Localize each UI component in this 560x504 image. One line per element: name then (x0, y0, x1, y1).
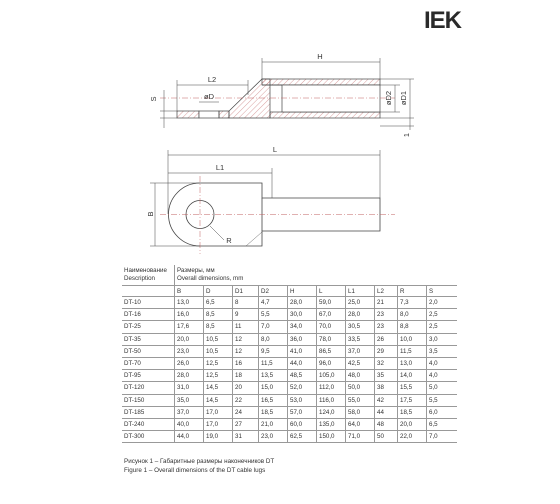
column-header-blank (122, 286, 175, 297)
table-cell: 6,5 (204, 297, 233, 309)
column-header: D2 (259, 286, 288, 297)
table-cell: 7,3 (398, 297, 427, 309)
table-cell: 40,0 (175, 418, 204, 430)
column-header: D1 (233, 286, 259, 297)
column-header: B (175, 286, 204, 297)
table-cell: 67,0 (317, 309, 346, 321)
table-cell: 2,0 (427, 297, 458, 309)
table-cell: 28,0 (346, 309, 375, 321)
table-cell: 13,0 (175, 297, 204, 309)
row-name-cell: DT-95 (122, 370, 175, 382)
table-cell: 41,0 (288, 345, 317, 357)
table-cell: 31,0 (175, 382, 204, 394)
table-cell: 59,0 (317, 297, 346, 309)
table-cell: 16,0 (175, 309, 204, 321)
table-cell: 4,0 (427, 357, 458, 369)
table-cell: 42 (375, 394, 398, 406)
table-cell: 14,5 (204, 394, 233, 406)
table-cell: 13,0 (398, 357, 427, 369)
table-cell: 6,0 (427, 406, 458, 418)
table-cell: 27 (233, 418, 259, 430)
table-row (122, 357, 457, 369)
table-cell: 25,0 (346, 297, 375, 309)
header-dims-en: Overall dimensions, mm (177, 275, 244, 282)
table-cell: 5,5 (427, 394, 458, 406)
table-cell: 64,0 (346, 418, 375, 430)
table-cell: 23 (375, 321, 398, 333)
table-cell: 71,0 (346, 431, 375, 443)
table-cell: 31 (233, 431, 259, 443)
table-cell: 12 (233, 345, 259, 357)
table-row (122, 394, 457, 406)
table-cell: 11,5 (259, 357, 288, 369)
header-name-en: Description (124, 275, 155, 282)
table-cell: 21 (375, 297, 398, 309)
row-name-cell: DT-70 (122, 357, 175, 369)
table-cell: 48 (375, 418, 398, 430)
table-cell: 14,5 (204, 382, 233, 394)
table-cell: 20 (233, 382, 259, 394)
table-cell: 21,0 (259, 418, 288, 430)
table-row (122, 370, 457, 382)
table-cell: 11 (233, 321, 259, 333)
table-cell: 37,0 (346, 345, 375, 357)
row-name-cell: DT-10 (122, 297, 175, 309)
table-row (122, 382, 457, 394)
column-header: L (317, 286, 346, 297)
table-cell: 55,0 (346, 394, 375, 406)
table-cell: 20,0 (398, 418, 427, 430)
table-cell: 8,0 (259, 333, 288, 345)
table-cell: 22,0 (398, 431, 427, 443)
table-cell: 112,0 (317, 382, 346, 394)
table-cell: 22 (233, 394, 259, 406)
table-cell: 17,6 (175, 321, 204, 333)
table-cell: 23 (375, 309, 398, 321)
dim-label-od: øD (204, 92, 214, 101)
table-cell: 52,0 (288, 382, 317, 394)
table-row (122, 297, 457, 309)
table-cell: 44 (375, 406, 398, 418)
table-cell: 124,0 (317, 406, 346, 418)
table-cell: 78,0 (317, 333, 346, 345)
table-cell: 17,0 (204, 406, 233, 418)
table-cell: 16,5 (259, 394, 288, 406)
table-cell: 36,0 (288, 333, 317, 345)
table-cell: 34,0 (288, 321, 317, 333)
dim-label-b: B (146, 211, 155, 217)
table-cell: 48,0 (346, 370, 375, 382)
table-cell: 23,0 (259, 431, 288, 443)
row-name-cell: DT-240 (122, 418, 175, 430)
header-dims-cell (175, 265, 458, 286)
table-cell: 44,0 (175, 431, 204, 443)
table-cell: 135,0 (317, 418, 346, 430)
table-cell: 29 (375, 345, 398, 357)
table-cell: 11,5 (398, 345, 427, 357)
table-cell: 30,5 (346, 321, 375, 333)
row-name-cell: DT-185 (122, 406, 175, 418)
table-cell: 37,0 (175, 406, 204, 418)
row-name-cell: DT-300 (122, 431, 175, 443)
table-cell: 2,5 (427, 321, 458, 333)
table-cell: 4,7 (259, 297, 288, 309)
table-cell: 17,5 (398, 394, 427, 406)
column-header: L1 (346, 286, 375, 297)
table-cell: 105,0 (317, 370, 346, 382)
table-cell: 50 (375, 431, 398, 443)
table-cell: 86,5 (317, 345, 346, 357)
table-row (122, 321, 457, 333)
table-cell: 5,5 (259, 309, 288, 321)
dim-label-l: L (272, 145, 278, 154)
table-cell: 116,0 (317, 394, 346, 406)
table-cell: 9,5 (259, 345, 288, 357)
table-row (122, 309, 457, 321)
table-cell: 8,0 (398, 309, 427, 321)
table-cell: 38 (375, 382, 398, 394)
caption-en: Figure 1 – Overall dimensions of the DT cable lugs (124, 467, 266, 474)
table-cell: 26 (375, 333, 398, 345)
table-cell: 26,0 (175, 357, 204, 369)
dim-label-1: 1 (402, 132, 411, 138)
table-cell: 19,0 (204, 431, 233, 443)
row-name-cell: DT-25 (122, 321, 175, 333)
table-cell: 150,0 (317, 431, 346, 443)
table-cell: 62,5 (288, 431, 317, 443)
table-cell: 18,5 (259, 406, 288, 418)
table-cell: 32 (375, 357, 398, 369)
column-header: D (204, 286, 233, 297)
table-cell: 7,0 (427, 431, 458, 443)
table-row (122, 333, 457, 345)
top-view (160, 176, 395, 254)
table-cell: 2,5 (427, 309, 458, 321)
table-cell: 28,0 (175, 370, 204, 382)
table-row (122, 418, 457, 430)
dim-label-h: H (317, 52, 323, 61)
table-cell: 8,8 (398, 321, 427, 333)
table-cell: 50,0 (346, 382, 375, 394)
table-header-row (122, 265, 457, 286)
table-cell: 10,5 (204, 345, 233, 357)
column-header: S (427, 286, 458, 297)
table-cell: 60,0 (288, 418, 317, 430)
table-cell: 16 (233, 357, 259, 369)
row-name-cell: DT-50 (122, 345, 175, 357)
table-cell: 12,5 (204, 370, 233, 382)
dim-label-r: R (226, 236, 232, 245)
table-cell: 14,0 (398, 370, 427, 382)
table-cell: 13,5 (259, 370, 288, 382)
dim-label-od1: øD1 (399, 90, 408, 106)
table-cell: 35,0 (175, 394, 204, 406)
dim-label-l1: L1 (215, 163, 225, 172)
table-cell: 18,5 (398, 406, 427, 418)
iek-logo: IEK (424, 7, 462, 34)
table-cell: 3,5 (427, 345, 458, 357)
table-cell: 96,0 (317, 357, 346, 369)
table-cell: 8,5 (204, 321, 233, 333)
header-name-cell (122, 265, 175, 286)
table-cell: 7,0 (259, 321, 288, 333)
dim-label-od2: øD2 (384, 90, 393, 106)
header-name-ru: Наименование (124, 267, 167, 274)
table-cell: 10,5 (204, 333, 233, 345)
column-header: R (398, 286, 427, 297)
table-cell: 6,5 (427, 418, 458, 430)
row-name-cell: DT-120 (122, 382, 175, 394)
column-header: H (288, 286, 317, 297)
table-cell: 33,5 (346, 333, 375, 345)
row-name-cell: DT-150 (122, 394, 175, 406)
column-header-row (122, 286, 457, 297)
table-cell: 15,5 (398, 382, 427, 394)
table-cell: 58,0 (346, 406, 375, 418)
table-cell: 9 (233, 309, 259, 321)
table-cell: 53,0 (288, 394, 317, 406)
table-cell: 28,0 (288, 297, 317, 309)
table-row (122, 345, 457, 357)
table-cell: 35 (375, 370, 398, 382)
table-cell: 12,5 (204, 357, 233, 369)
table-row (122, 406, 457, 418)
table-cell: 24 (233, 406, 259, 418)
row-name-cell: DT-16 (122, 309, 175, 321)
column-header: L2 (375, 286, 398, 297)
table-cell: 18 (233, 370, 259, 382)
table-cell: 10,0 (398, 333, 427, 345)
table-cell: 20,0 (175, 333, 204, 345)
table-cell: 17,0 (204, 418, 233, 430)
table-cell: 8,5 (204, 309, 233, 321)
table-cell: 12 (233, 333, 259, 345)
table-cell: 4,0 (427, 370, 458, 382)
table-cell: 8 (233, 297, 259, 309)
table-cell: 23,0 (175, 345, 204, 357)
header-dims-ru: Размеры, мм (177, 267, 215, 274)
table-cell: 44,0 (288, 357, 317, 369)
table-cell: 42,5 (346, 357, 375, 369)
table-row (122, 431, 457, 443)
table-cell: 57,0 (288, 406, 317, 418)
caption-ru: Рисунок 1 – Габаритные размеры наконечников DT (124, 458, 275, 465)
dim-label-l2: L2 (207, 75, 217, 84)
table-cell: 48,5 (288, 370, 317, 382)
row-name-cell: DT-35 (122, 333, 175, 345)
dim-label-s: S (149, 96, 158, 102)
table-cell: 15,0 (259, 382, 288, 394)
table-cell: 3,0 (427, 333, 458, 345)
table-cell: 70,0 (317, 321, 346, 333)
dimensions-table (122, 265, 457, 443)
table-cell: 5,0 (427, 382, 458, 394)
figure-caption (124, 457, 274, 475)
table-body (122, 297, 457, 443)
table-cell: 30,0 (288, 309, 317, 321)
